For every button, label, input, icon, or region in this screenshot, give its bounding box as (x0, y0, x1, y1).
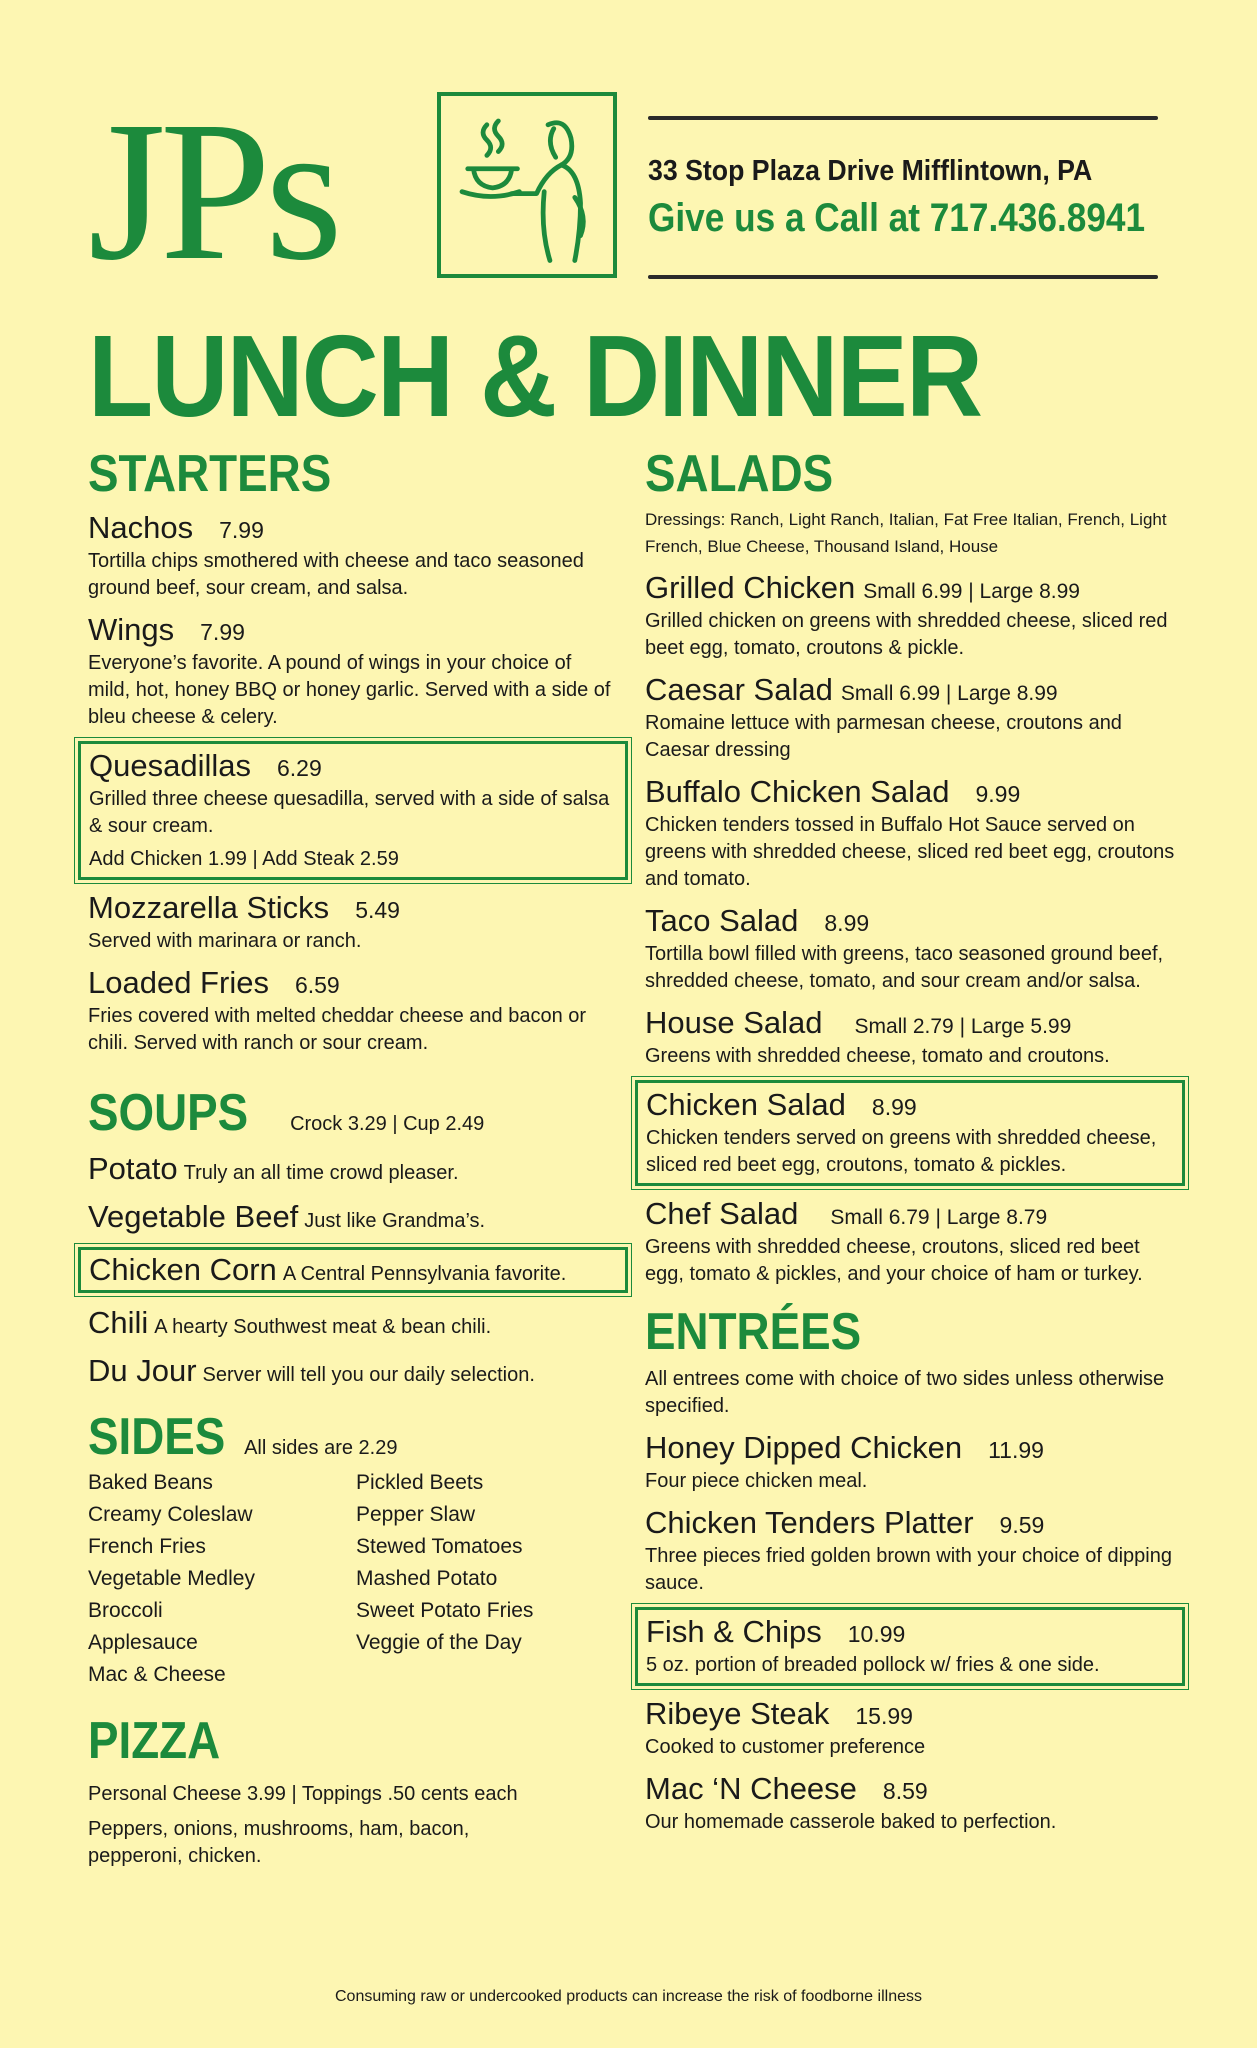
featured-menu-item (635, 1080, 1185, 1186)
item-sizes: Small 6.79 | Large 8.79 (830, 1206, 1048, 1229)
menu-item (645, 570, 1175, 662)
item-price: 10.99 (847, 1621, 906, 1647)
soup-item (88, 1151, 618, 1187)
menu-item (88, 890, 618, 955)
item-description: Romaine lettuce with parmesan cheese, croutons and Caesar dressing (645, 712, 1122, 761)
menu-item (88, 612, 618, 731)
item-name: Quesadillas (89, 748, 251, 783)
item-addons: Add Chicken 1.99 | Add Steak 2.59 (89, 848, 399, 870)
soup-description: Truly an all time crowd pleaser. (183, 1162, 459, 1184)
side-item: Baked Beans (88, 1471, 213, 1494)
item-name: Fish & Chips (646, 1614, 822, 1649)
item-description: Everyone’s favorite. A pound of wings in your choice of mild, hot, honey BBQ or honey garlic. Served with a side of bleu cheese & celery. (88, 652, 611, 728)
menu-item (645, 1696, 1175, 1761)
item-price: 8.99 (824, 910, 870, 936)
menu-item (645, 903, 1175, 995)
item-description: Four piece chicken meal. (645, 1470, 868, 1492)
soup-name: Chili (88, 1305, 149, 1340)
item-name: Mozzarella Sticks (88, 890, 330, 925)
entrees-note: All entrees come with choice of two sides unless otherwise specified. (645, 1368, 1165, 1417)
top-rule (648, 116, 1158, 120)
menu-item (88, 510, 618, 602)
pizza-toppings: Peppers, onions, mushrooms, ham, bacon, pepperoni, chicken. (88, 1818, 470, 1867)
item-description: Chicken tenders tossed in Buffalo Hot Sauce served on greens with shredded cheese, sliced red beet egg, croutons and tomato. (645, 814, 1175, 890)
item-name: Mac ‘N Cheese (645, 1771, 857, 1806)
item-description: Grilled chicken on greens with shredded cheese, sliced red beet egg, tomato, croutons & pickle. (645, 610, 1168, 659)
item-price: 6.59 (294, 972, 340, 998)
soup-name: Chicken Corn (89, 1252, 277, 1287)
item-name: Wings (88, 612, 175, 647)
starters-heading: STARTERS (88, 445, 332, 503)
item-price: 8.99 (871, 1094, 917, 1120)
item-name: Chicken Salad (646, 1087, 846, 1122)
item-description: Tortilla chips smothered with cheese and taco seasoned ground beef, sour cream, and salsa. (88, 550, 584, 599)
soup-item (88, 1305, 618, 1341)
soups-prices: Crock 3.29 | Cup 2.49 (290, 1113, 485, 1135)
item-name: Taco Salad (645, 903, 799, 938)
item-name: Caesar Salad (645, 672, 833, 707)
pizza-heading: PIZZA (88, 1712, 221, 1770)
item-price: 7.99 (200, 619, 245, 645)
menu-item (645, 1771, 1175, 1836)
side-item: Stewed Tomatoes (356, 1535, 523, 1558)
menu-item (645, 1505, 1175, 1597)
menu-item (645, 1196, 1175, 1288)
phone-number[interactable]: Give us a Call at 717.436.8941 (648, 196, 1146, 240)
item-description: Fries covered with melted cheddar cheese and bacon or chili. Served with ranch or sour cream. (88, 1005, 587, 1054)
item-name: Loaded Fries (88, 965, 269, 1000)
restaurant-logo: JPs (88, 81, 337, 302)
soup-description: A Central Pennsylvania favorite. (282, 1263, 567, 1285)
sides-header-row (88, 1408, 618, 1466)
item-description: Greens with shredded cheese, tomato and croutons. (645, 1045, 1110, 1067)
item-sizes: Small 2.79 | Large 5.99 (854, 1015, 1072, 1038)
soup-description: Just like Grandma’s. (304, 1210, 486, 1232)
soups-header-row (88, 1084, 618, 1142)
featured-menu-item (78, 741, 628, 880)
item-description: Chicken tenders served on greens with shredded cheese, sliced red beet egg, croutons, tomato & pickles. (646, 1127, 1157, 1176)
page-title: LUNCH & DINNER (88, 311, 982, 441)
featured-soup-item (78, 1247, 628, 1293)
side-item: Mashed Potato (356, 1567, 498, 1590)
item-description: Three pieces fried golden brown with your choice of dipping sauce. (645, 1545, 1172, 1594)
menu-item (88, 965, 618, 1057)
pizza-pricing: Personal Cheese 3.99 | Toppings .50 cents each (88, 1783, 518, 1805)
featured-menu-item (635, 1607, 1185, 1686)
menu-item (645, 1005, 1175, 1070)
sides-price: All sides are 2.29 (244, 1437, 398, 1459)
side-item: Vegetable Medley (88, 1567, 255, 1590)
side-item: Pepper Slaw (356, 1503, 476, 1526)
item-price: 8.59 (882, 1778, 928, 1804)
server-with-coffee-icon (437, 92, 617, 278)
item-price: 15.99 (855, 1703, 913, 1729)
soup-description: Server will tell you our daily selection. (202, 1364, 535, 1386)
item-sizes: Small 6.99 | Large 8.99 (840, 682, 1058, 705)
soup-name: Du Jour (88, 1353, 197, 1388)
item-name: House Salad (645, 1005, 823, 1040)
side-item: Pickled Beets (356, 1471, 484, 1494)
side-item: French Fries (88, 1535, 206, 1558)
soup-name: Potato (88, 1151, 178, 1186)
side-item: Creamy Coleslaw (88, 1503, 253, 1526)
item-name: Chef Salad (645, 1196, 799, 1231)
side-item: Mac & Cheese (88, 1663, 226, 1686)
soup-item (88, 1353, 618, 1389)
soups-heading: SOUPS (88, 1084, 249, 1142)
item-description: Greens with shredded cheese, croutons, sliced red beet egg, tomato & pickles, and your choice of ham or turkey. (645, 1236, 1143, 1285)
item-price: 5.49 (355, 897, 400, 923)
side-item: Broccoli (88, 1599, 163, 1622)
menu-item (645, 1430, 1175, 1495)
item-price: 9.59 (999, 1512, 1045, 1538)
item-price: 11.99 (988, 1437, 1044, 1463)
right-column (645, 445, 1175, 1836)
item-name: Honey Dipped Chicken (645, 1430, 963, 1465)
item-description: 5 oz. portion of breaded pollock w/ fries & one side. (646, 1654, 1100, 1676)
menu-item (645, 672, 1175, 764)
item-price: 6.29 (276, 755, 322, 781)
item-name: Ribeye Steak (645, 1696, 830, 1731)
side-item: Sweet Potato Fries (356, 1599, 534, 1622)
salads-heading: SALADS (645, 445, 834, 503)
soup-name: Vegetable Beef (88, 1199, 299, 1234)
soup-description: A hearty Southwest meat & bean chili. (154, 1316, 492, 1338)
item-description: Grilled three cheese quesadilla, served with a side of salsa & sour cream. (89, 788, 610, 837)
item-description: Our homemade casserole baked to perfection. (645, 1811, 1057, 1833)
sides-heading: SIDES (88, 1408, 226, 1466)
bottom-rule (648, 275, 1158, 279)
entrees-heading: ENTRÉES (645, 1303, 862, 1361)
dressings-list: Dressings: Ranch, Light Ranch, Italian, Fat Free Italian, French, Light French, Blue Cheese, Thousand Island, House (645, 510, 1167, 556)
sides-list (88, 1471, 618, 1687)
item-name: Buffalo Chicken Salad (645, 774, 950, 809)
item-description: Served with marinara or ranch. (88, 930, 362, 952)
side-item: Applesauce (88, 1631, 198, 1654)
item-sizes: Small 6.99 | Large 8.99 (863, 580, 1080, 603)
left-column (88, 445, 618, 1870)
item-price: 9.99 (975, 781, 1021, 807)
menu-item (645, 774, 1175, 893)
address: 33 Stop Plaza Drive Mifflintown, PA (648, 155, 1093, 187)
item-name: Nachos (88, 510, 194, 545)
footer-disclaimer: Consuming raw or undercooked products can increase the risk of foodborne illness (335, 1988, 922, 2005)
item-description: Cooked to customer preference (645, 1736, 926, 1758)
soup-item (88, 1199, 618, 1235)
item-price: 7.99 (219, 517, 264, 543)
item-description: Tortilla bowl filled with greens, taco seasoned ground beef, shredded cheese, tomato, and sour cream and/or salsa. (645, 943, 1164, 992)
side-item: Veggie of the Day (356, 1631, 522, 1654)
item-name: Grilled Chicken (645, 570, 856, 605)
item-name: Chicken Tenders Platter (645, 1505, 974, 1540)
